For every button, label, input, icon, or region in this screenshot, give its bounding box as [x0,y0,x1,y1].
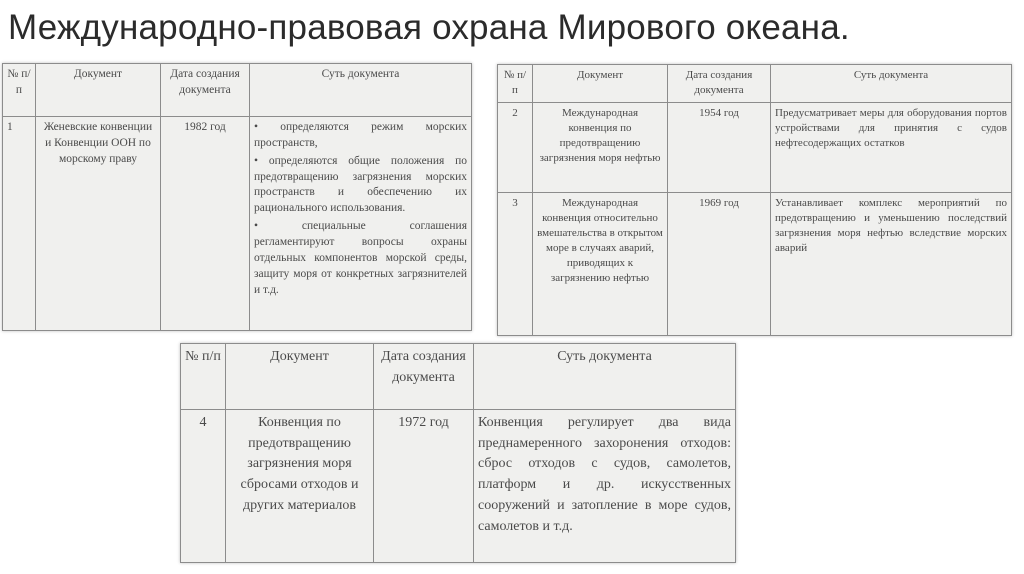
row-document: Женевские конвенции и Конвенции ООН по морскому праву [36,117,161,331]
header-num: № п/п [3,64,36,117]
essence-point: • определяются режим морских пространств, [254,121,467,149]
documents-table-2 [497,64,1012,336]
row-essence: Устанавливает комплекс мероприятий по предотвращению и уменьшению последствий загрязнения моря нефтью вследствие морских аварий [771,193,1012,336]
row-document: Конвенция по предотвращению загрязнения моря сбросами отходов и других материалов [226,410,374,563]
row-date: 1954 год [668,103,771,193]
row-date: 1972 год [374,410,474,563]
row-num: 1 [3,117,36,331]
row-num: 2 [498,103,533,193]
header-num: № п/п [498,65,533,103]
slide-title: Международно-правовая охрана Мирового океана. [8,8,850,47]
table-header-row [181,344,736,410]
row-essence: Предусматривает меры для оборудования портов устройствами для принятия с судов нефтесодержащих остатков [771,103,1012,193]
header-num: № п/п [181,344,226,410]
table-row [498,103,1012,193]
row-date: 1969 год [668,193,771,336]
row-document: Международная конвенция по предотвращению загрязнения моря нефтью [533,103,668,193]
documents-table-3 [180,343,736,563]
header-date: Дата создания документа [161,64,250,117]
documents-table-1 [2,63,472,331]
header-essence: Суть документа [474,344,736,410]
essence-point: • определяются общие положения по предотвращению загрязнения морских пространств и обеспечению их рационального использования. [254,154,467,215]
header-document: Документ [226,344,374,410]
table-row [181,410,736,563]
table-dumping-convention [180,343,736,563]
table-row [3,117,472,331]
header-essence: Суть документа [250,64,472,117]
header-document: Документ [533,65,668,103]
header-date: Дата создания документа [668,65,771,103]
row-essence: Конвенция регулирует два вида преднамеренного захоронения отходов: сброс отходов с судов, самолетов, платформ и др. искусственных сооружений и затопление в море судов, самолетов и т.д. [474,410,736,563]
row-num: 3 [498,193,533,336]
header-date: Дата создания документа [374,344,474,410]
row-document: Международная конвенция относительно вмешательства в открытом море в случаях аварий, приводящих к загрязнению нефтью [533,193,668,336]
table-geneva-conventions [2,63,472,331]
header-essence: Суть документа [771,65,1012,103]
essence-point: • специальные соглашения регламентируют вопросы охраны отдельных компонентов морской среды, защиту моря от конкретных загрязнителей и т.д. [254,220,467,296]
table-row [498,193,1012,336]
row-num: 4 [181,410,226,563]
table-oil-pollution-conventions [497,64,1012,336]
table-header-row [3,64,472,117]
row-essence [250,117,472,331]
table-header-row [498,65,1012,103]
header-document: Документ [36,64,161,117]
row-date: 1982 год [161,117,250,331]
